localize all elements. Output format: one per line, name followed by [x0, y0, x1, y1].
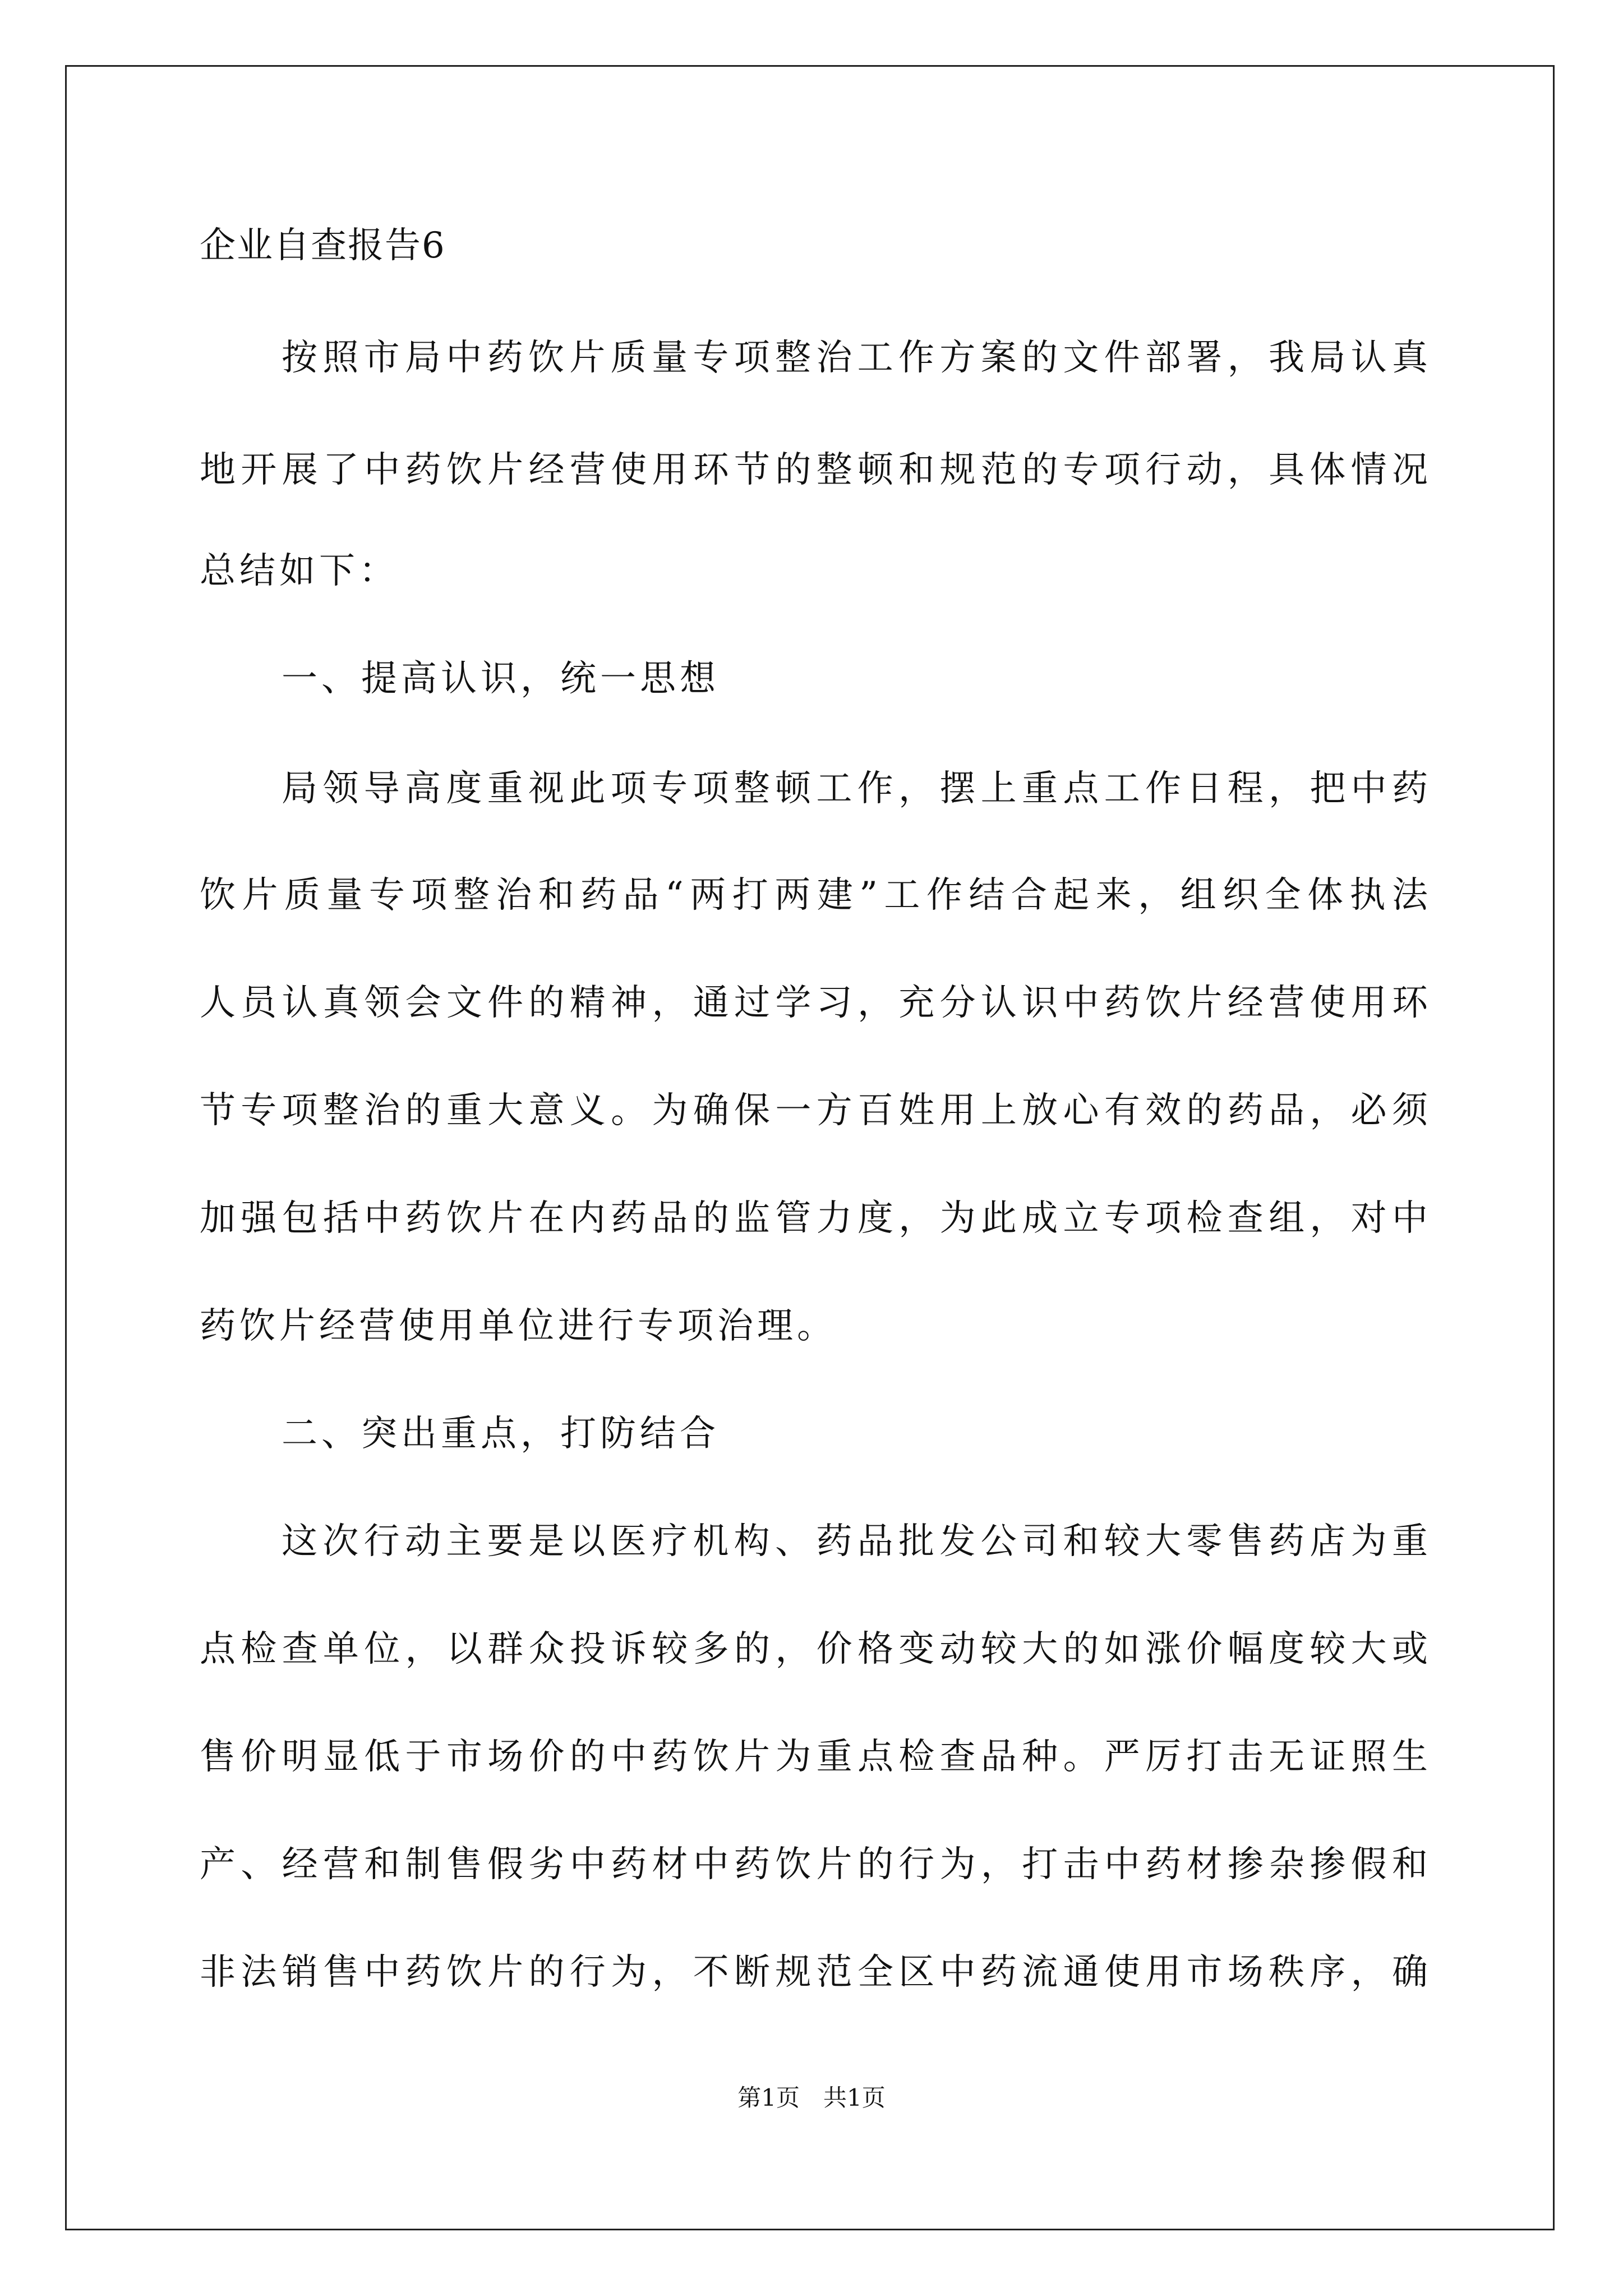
paragraph-line: 产、经营和制售假劣中药材中药饮片的行为，打击中药材掺杂掺假和	[200, 1844, 1428, 1885]
paragraph-line: 这次行动主要是以医疗机构、药品批发公司和较大零售药店为重	[282, 1521, 1428, 1562]
document-title: 企业自查报告6	[200, 225, 446, 266]
paragraph-line: 药饮片经营使用单位进行专项治理。	[200, 1305, 837, 1347]
paragraph-line: 饮片质量专项整治和药品“两打两建”工作结合起来，组织全体执法	[200, 875, 1428, 916]
paragraph-line: 非法销售中药饮片的行为，不断规范全区中药流通使用市场秩序，确	[200, 1952, 1428, 1993]
section-heading: 二、突出重点，打防结合	[282, 1413, 720, 1455]
page-number-footer: 第1页 共1页	[737, 2084, 886, 2111]
paragraph-line: 节专项整治的重大意义。为确保一方百姓用上放心有效的药品，必须	[200, 1090, 1428, 1131]
paragraph-line: 点检查单位，以群众投诉较多的，价格变动较大的如涨价幅度较大或	[200, 1628, 1428, 1670]
paragraph-line: 人员认真领会文件的精神，通过学习，充分认识中药饮片经营使用环	[200, 982, 1428, 1024]
section-heading: 一、提高认识，统一思想	[282, 658, 720, 700]
page-border	[65, 65, 1555, 2230]
paragraph-line: 总结如下：	[200, 550, 399, 592]
paragraph-line: 按照市局中药饮片质量专项整治工作方案的文件部署，我局认真	[282, 337, 1428, 379]
paragraph-line: 售价明显低于市场价的中药饮片为重点检查品种。严厉打击无证照生	[200, 1736, 1428, 1778]
paragraph-line: 地开展了中药饮片经营使用环节的整顿和规范的专项行动，具体情况	[200, 449, 1428, 491]
paragraph-line: 加强包括中药饮片在内药品的监管力度，为此成立专项检查组，对中	[200, 1198, 1428, 1239]
paragraph-line: 局领导高度重视此项专项整顿工作，摆上重点工作日程，把中药	[282, 768, 1428, 809]
